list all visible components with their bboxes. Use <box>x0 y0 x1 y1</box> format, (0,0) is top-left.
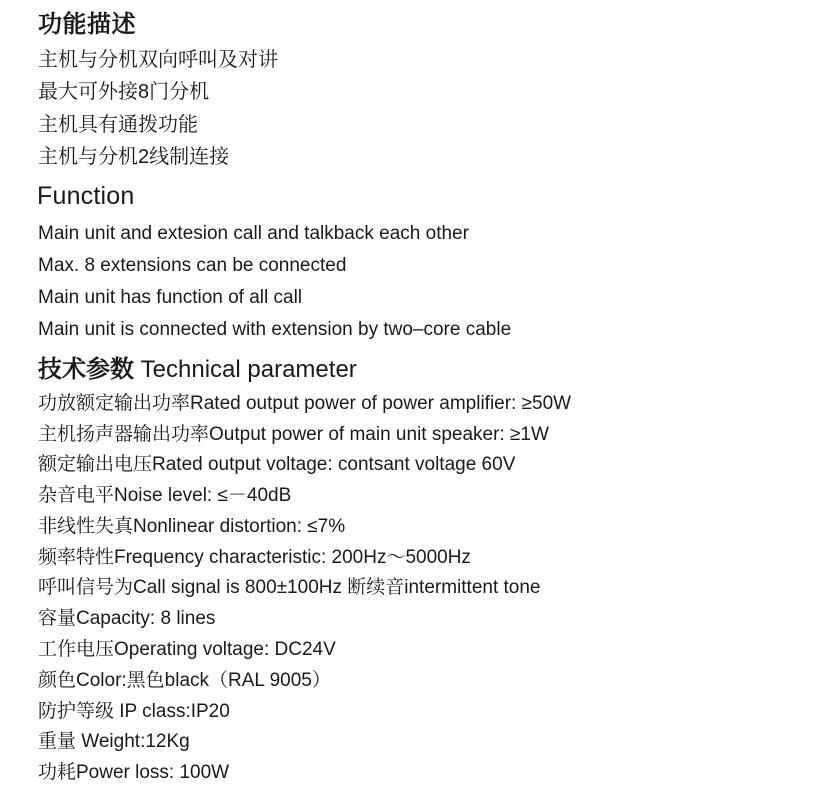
specs-list <box>38 389 830 789</box>
list-item: 颜色Color:黑色black（RAL 9005） <box>38 669 331 691</box>
section-heading-specs-en: Technical parameter <box>140 355 357 383</box>
list-item: 主机与分机2线制连接 <box>38 146 230 169</box>
list-item: 主机与分机双向呼叫及对讲 <box>38 49 278 71</box>
section-heading-specs <box>38 354 830 385</box>
list-item: 功放额定输出功率Rated output power of power amplifier: ≥50W <box>38 392 572 414</box>
section-heading-specs-cn: 技术参数 <box>38 355 134 383</box>
function-en-list <box>38 218 830 346</box>
list-item: Main unit and extesion call and talkback each other <box>38 223 469 245</box>
list-item: 非线性失真Nonlinear distortion: ≤7% <box>38 515 346 537</box>
section-heading-function-cn: 功能描述 <box>38 11 136 38</box>
list-item: Max. 8 extensions can be connected <box>38 254 347 276</box>
list-item: 呼叫信号为Call signal is 800±100Hz 断续音intermittent tone <box>38 577 541 599</box>
list-item: 主机具有通拨功能 <box>38 113 198 136</box>
list-item: Main unit has function of all call <box>38 286 303 308</box>
list-item: 主机扬声器输出功率Output power of main unit speaker: ≥1W <box>38 423 549 445</box>
section-heading-function-en: Function <box>37 181 135 210</box>
list-item: 工作电压Operating voltage: DC24V <box>38 639 336 660</box>
function-cn-list <box>38 44 830 174</box>
list-item: 频率特性Frequency characteristic: 200Hz～5000Hz <box>38 546 471 568</box>
list-item: 功耗Power loss: 100W <box>38 762 230 784</box>
list-item: 容量Capacity: 8 lines <box>38 608 216 630</box>
list-item: 重量 Weight:12Kg <box>38 731 190 753</box>
list-item: 额定输出电压Rated output voltage: contsant voltage 60V <box>38 454 516 476</box>
list-item: 防护等级 IP class:IP20 <box>38 700 230 722</box>
list-item: 杂音电平Noise level: ≤－40dB <box>38 485 292 507</box>
list-item: 最大可外接8门分机 <box>38 81 210 104</box>
list-item: Main unit is connected with extension by two–core cable <box>38 318 512 340</box>
